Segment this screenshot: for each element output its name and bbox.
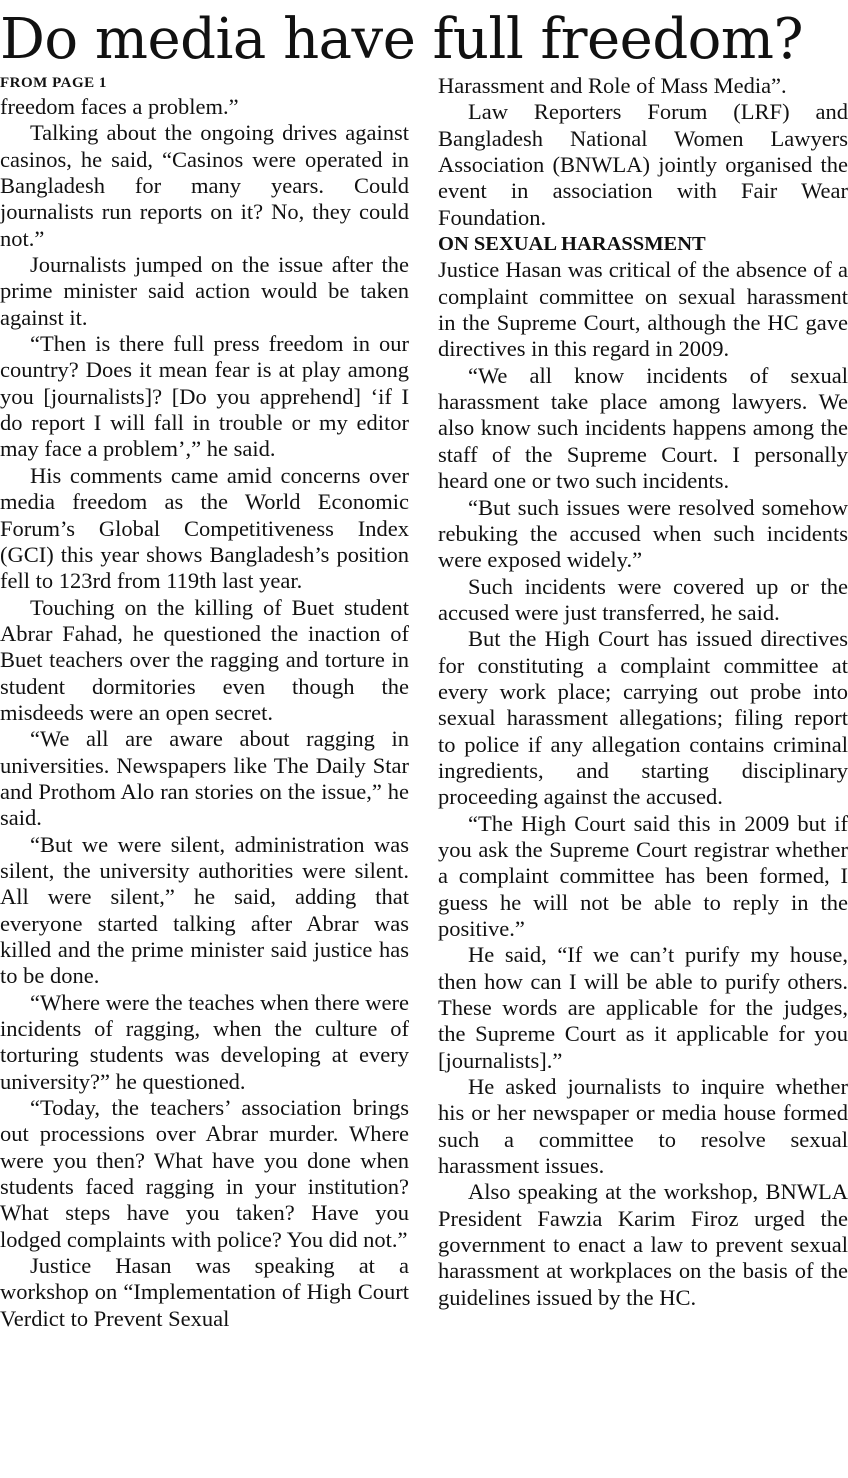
paragraph: Such incidents were covered up or the accused were just transferred, he said.	[438, 573, 848, 625]
paragraph: freedom faces a problem.”	[0, 94, 239, 119]
paragraph: His comments came amid concerns over media freedom as the World Economic Forum’s Global Competitiveness Index (GCI) this year shows Bangladesh’s position fell to 123rd from 119th last year.	[0, 462, 409, 594]
paragraph: “But we were silent, administration was silent, the university authorities were silent. All were silent,” he said, adding that everyone started talking after Abrar was killed and the prime minister said justice has to be done.	[0, 831, 409, 989]
paragraph: “But such issues were resolved somehow rebuking the accused when such incidents were exposed widely.”	[438, 494, 848, 573]
paragraph: Talking about the ongoing drives against casinos, he said, “Casinos were operated in Bangladesh for many years. Could journalists run reports on it? No, they could not.”	[0, 120, 409, 251]
paragraph: But the High Court has issued directives for constituting a complaint committee at every work place; carrying out probe into sexual harassment allegations; filing report to police if any allegation contains criminal ingredients, and starting disciplinary proceeding against the accused.	[438, 626, 848, 810]
paragraph: Harassment and Role of Mass Media”.	[438, 73, 787, 98]
paragraph: Law Reporters Forum (LRF) and Bangladesh National Women Lawyers Association (BNWLA) jointly organised the event in association with Fair Wear Foundation.	[438, 99, 848, 230]
paragraph: “Today, the teachers’ association brings out processions over Abrar murder. Where were you then? What have you done when students faced ragging in your institution? What steps have you taken? Have you lodged complaints with police? You did not.”	[0, 1095, 409, 1252]
article-column-left	[0, 73, 409, 1332]
section-subhead: ON SEXUAL HARASSMENT	[438, 233, 706, 256]
paragraph: He said, “If we can’t purify my house, then how can I will be able to purify others. These words are applicable for the judges, the Supreme Court as it applicable for you [journalists].”	[438, 942, 848, 1073]
paragraph: Journalists jumped on the issue after the prime minister said action would be taken against it.	[0, 252, 409, 330]
paragraph: “We all are aware about ragging in universities. Newspapers like The Daily Star and Prothom Alo ran stories on the issue,” he said.	[0, 726, 409, 831]
paragraph: “Then is there full press freedom in our country? Does it mean fear is at play among you [journalists]? [Do you apprehend] ‘if I do report I will fall in trouble or my editor may face a problem’,” he said.	[0, 331, 409, 462]
paragraph: Touching on the killing of Buet student Abrar Fahad, he questioned the inaction of Buet teachers over the ragging and torture in student dormitories even though the misdeeds were an open secret.	[0, 594, 409, 725]
continuation-kicker: FROM PAGE 1	[0, 75, 107, 91]
paragraph: He asked journalists to inquire whether his or her newspaper or media house formed such a committee to resolve sexual harassment issues.	[438, 1074, 848, 1179]
paragraph: “We all know incidents of sexual harassment take place among lawyers. We also know such incidents happens among the staff of the Supreme Court. I personally heard one or two such incidents.	[438, 362, 848, 494]
article-column-right	[438, 73, 848, 1311]
headline: Do media have full freedom?	[0, 7, 804, 72]
paragraph: “The High Court said this in 2009 but if you ask the Supreme Court registrar whether a complaint committee has been formed, I guess he will not be able to reply in the positive.”	[438, 810, 848, 941]
paragraph: “Where were the teaches when there were incidents of ragging, when the culture of torturing students was developing at every university?” he questioned.	[0, 989, 409, 1094]
paragraph: Justice Hasan was critical of the absence of a complaint committee on sexual harassment in the Supreme Court, although the HC gave directives in this regard in 2009.	[438, 257, 848, 362]
paragraph: Also speaking at the workshop, BNWLA President Fawzia Karim Firoz urged the government to enact a law to prevent sexual harassment at workplaces on the basis of the guidelines issued by the HC.	[438, 1179, 848, 1310]
paragraph: Justice Hasan was speaking at a workshop on “Implementation of High Court Verdict to Prevent Sexual	[0, 1253, 409, 1331]
